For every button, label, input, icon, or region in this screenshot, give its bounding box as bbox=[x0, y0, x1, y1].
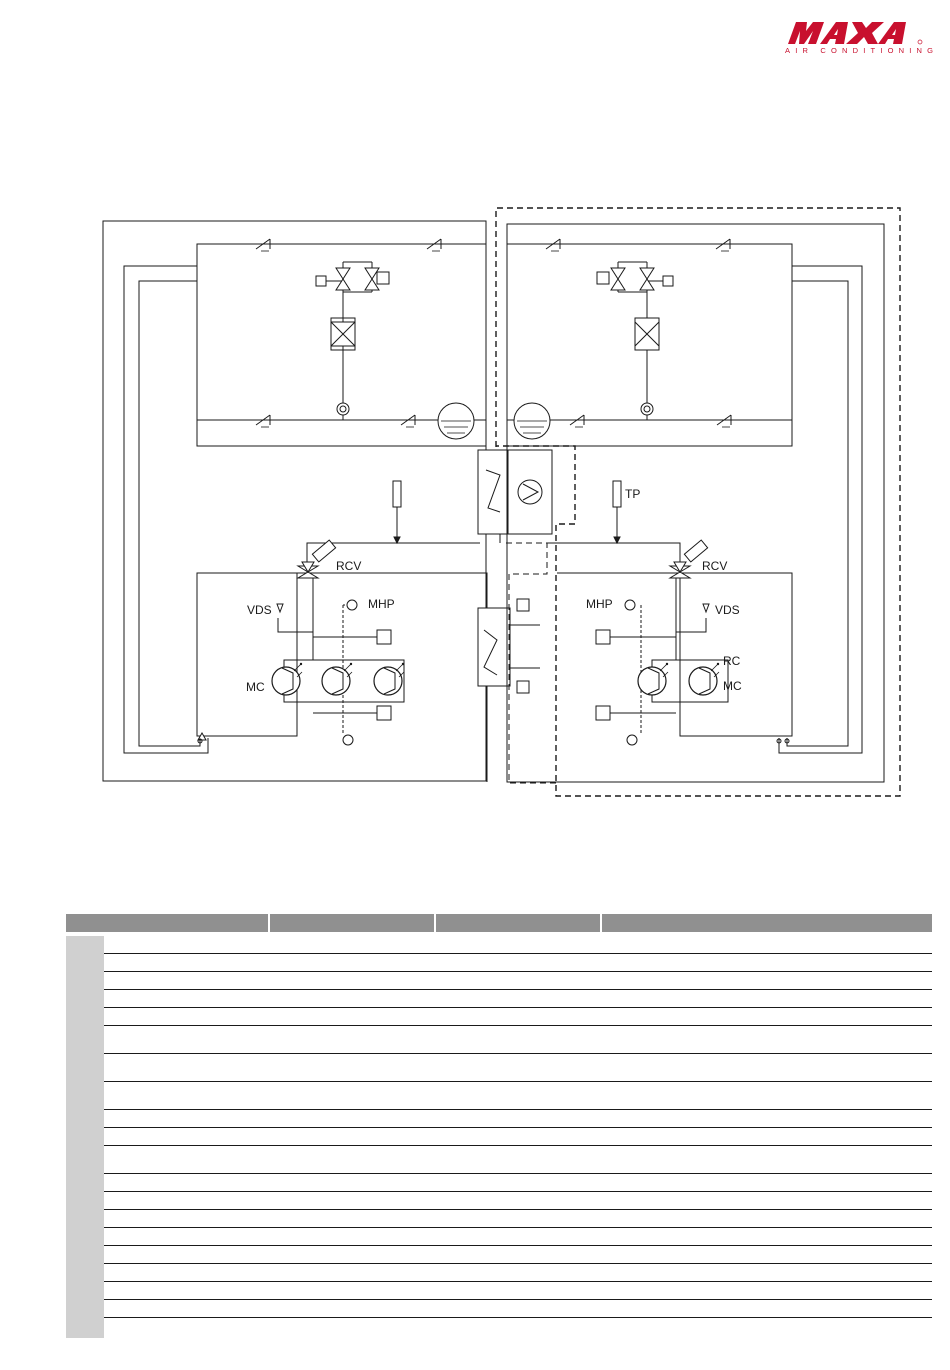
table-row bbox=[104, 1054, 932, 1082]
label-rcv-left: RCV bbox=[336, 559, 362, 573]
table-row bbox=[104, 1210, 932, 1228]
table-row bbox=[104, 990, 932, 1008]
table-header-cell bbox=[66, 914, 270, 932]
brand-tagline: AIR CONDITIONING bbox=[785, 46, 939, 55]
table-row bbox=[104, 1128, 932, 1146]
table-row bbox=[104, 1082, 932, 1110]
label-mhp-left: MHP bbox=[368, 597, 395, 611]
label-tp-right: TP bbox=[625, 487, 641, 501]
circuit-right bbox=[507, 224, 884, 782]
table-side-band bbox=[66, 936, 104, 1338]
label-rc-right: RC bbox=[723, 654, 741, 668]
table-row bbox=[104, 1174, 932, 1192]
table-row bbox=[104, 972, 932, 990]
specification-table bbox=[66, 914, 932, 1338]
table-row bbox=[104, 1246, 932, 1264]
table-header-cell bbox=[436, 914, 602, 932]
table-header-cell bbox=[602, 914, 932, 932]
table-header bbox=[66, 914, 932, 932]
circuit-left bbox=[103, 221, 487, 782]
label-rcv-right: RCV bbox=[702, 559, 728, 573]
table-row bbox=[104, 1264, 932, 1282]
table-row bbox=[104, 936, 932, 954]
label-vds-right: VDS bbox=[715, 603, 740, 617]
table-header-cell bbox=[270, 914, 436, 932]
table-row bbox=[104, 1146, 932, 1174]
table-row bbox=[104, 1228, 932, 1246]
table-row bbox=[104, 1282, 932, 1300]
label-vds-left: VDS bbox=[247, 603, 272, 617]
table-row bbox=[104, 954, 932, 972]
table-row bbox=[104, 1026, 932, 1054]
table-row bbox=[104, 1008, 932, 1026]
label-mhp-right: MHP bbox=[586, 597, 613, 611]
table-row bbox=[104, 1192, 932, 1210]
label-mc-left: MC bbox=[246, 680, 265, 694]
table-row bbox=[104, 1110, 932, 1128]
label-mc-right: MC bbox=[723, 679, 742, 693]
table-row bbox=[104, 1300, 932, 1318]
